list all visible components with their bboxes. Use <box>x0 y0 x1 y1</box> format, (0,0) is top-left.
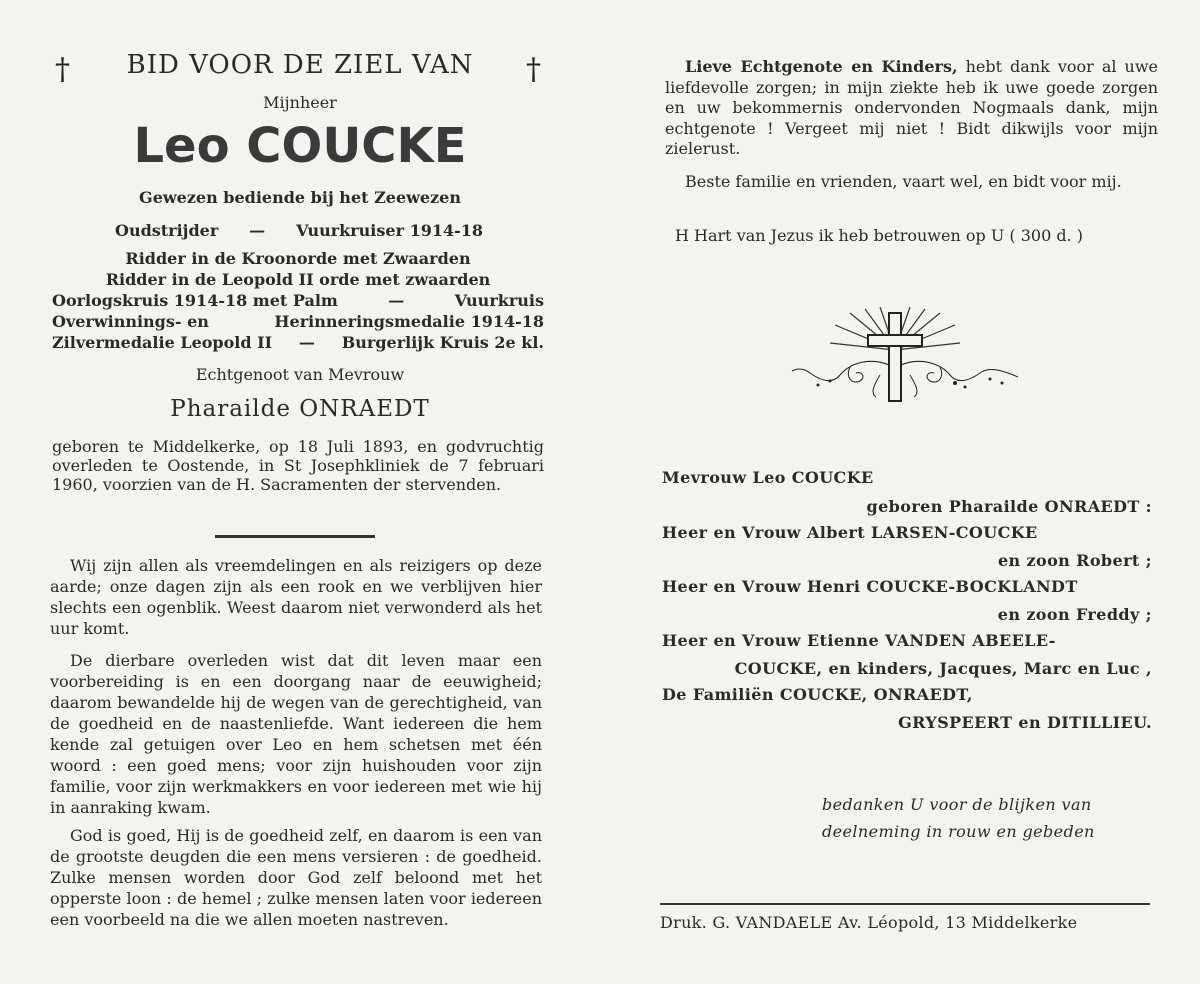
cross-with-rays-and-flourish-icon <box>790 305 1020 410</box>
honor-text: Zilvermedalie Leopold II <box>52 333 273 352</box>
family-line-9: De Familiën COUCKE, ONRAEDT, <box>662 685 973 704</box>
honor-line-5 <box>52 311 544 332</box>
spouse-name: Pharailde ONRAEDT <box>170 396 430 422</box>
farewell-text: hebt dank voor al uwe liefdevolle zorgen; in mijn ziekte heb ik uwe goede zorgen en uw bekommernis ondervonden Nogmaals dank, mijn echtgenote ! Vergeet mij niet ! Bidt dikwijls voor mijn zielerust. <box>665 57 1159 158</box>
family-line-1: Mevrouw Leo COUCKE <box>662 468 874 487</box>
header-title: BID VOOR DE ZIEL VAN <box>126 50 474 80</box>
honor-dash: — <box>298 333 315 352</box>
paragraph-2: De dierbare overleden wist dat dit leven maar een voorbereiding is en een doorgang naar de eeuwigheid; daarom bewandelde hij de wegen van de gerechtigheid, van de goedheid en de naastenliefde. Want iedereen die hem kende zal getuigen over Leo en hem schetsen met één woord : een goed mens; voor zijn huishouden voor zijn familie, voor zijn werkmakkers en voor iedereen met wie hij in aanraking kwam. <box>50 651 542 817</box>
occupation: Gewezen bediende bij het Zeewezen <box>139 188 461 207</box>
thanks-line-2: deelneming in rouw en gebeden <box>822 822 1095 841</box>
honor-dash: — <box>249 221 266 240</box>
footer-divider <box>660 903 1150 905</box>
family-line-7: Heer en Vrouw Etienne VANDEN ABEELE- <box>662 631 1056 650</box>
divider <box>215 535 375 538</box>
honor-text: Burgerlijk Kruis 2e kl. <box>341 333 544 352</box>
honor-text: Herinneringsmedalie 1914-18 <box>274 312 544 331</box>
honor-text: Vuurkruis <box>454 291 544 310</box>
family-line-8: COUCKE, en kinders, Jacques, Marc en Luc , <box>734 659 1152 678</box>
honor-text: Overwinnings- en <box>52 312 209 331</box>
honor-line-3: Ridder in de Leopold II orde met zwaarden <box>105 270 491 289</box>
honor-line-4 <box>52 290 544 311</box>
family-line-2: geboren Pharailde ONRAEDT : <box>866 497 1152 516</box>
prayer: H Hart van Jezus ik heb betrouwen op U ( 300 d. ) <box>675 226 1083 245</box>
family-line-6: en zoon Freddy ; <box>997 605 1152 624</box>
birth-death-text: geboren te Middelkerke, op 18 Juli 1893, en godvruchtig overleden te Oostende, in St Josephkliniek de 7 februari 1960, voorzien van de H. Sacramenten der stervenden. <box>52 437 544 494</box>
paragraph-3: God is goed, Hij is de goedheid zelf, en daarom is een van de grootste deugden die een mens versieren : de goedheid. Zulke mensen worden door God zelf beloond met het opperste loon : de hemel ; zulke mensen laten voor iedereen een voorbeeld na die we allen moeten nastreven. <box>50 826 542 929</box>
deceased-name: Leo COUCKE <box>133 118 467 174</box>
honor-text: Vuurkruiser 1914-18 <box>296 221 483 240</box>
family-line-5: Heer en Vrouw Henri COUCKE-BOCKLANDT <box>662 577 1078 596</box>
honor-text: Oorlogskruis 1914-18 met Palm <box>52 291 338 310</box>
thanks-line-1: bedanken U voor de blijken van <box>822 795 1092 814</box>
farewell-lead: Lieve Echtgenote en Kinders, <box>685 57 958 76</box>
spouse-label: Echtgenoot van Mevrouw <box>195 365 405 384</box>
paragraph-1: Wij zijn allen als vreemdelingen en als reizigers op deze aarde; onze dagen zijn als een rook en we verblijven hier slechts een ogenblik. Weest daarom niet verwonderd als het uur komt. <box>50 556 542 638</box>
printer-credit: Druk. G. VANDAELE Av. Léopold, 13 Middelkerke <box>660 913 1078 932</box>
honor-line-2: Ridder in de Kroonorde met Zwaarden <box>125 249 471 268</box>
honor-text: Oudstrijder <box>115 221 219 240</box>
farewell-paragraph <box>665 57 1158 160</box>
right-panel <box>600 0 1200 984</box>
family-line-10: GRYSPEERT en DITILLIEU. <box>898 713 1152 732</box>
family-farewell: Beste familie en vrienden, vaart wel, en bidt voor mij. <box>685 172 1122 191</box>
honor-dash: — <box>388 291 405 310</box>
honor-line-1 <box>115 220 483 241</box>
cross-icon-right: † <box>526 52 541 87</box>
family-line-3: Heer en Vrouw Albert LARSEN-COUCKE <box>662 523 1038 542</box>
cross-icon-left: † <box>55 52 70 87</box>
family-line-4: en zoon Robert ; <box>997 551 1152 570</box>
honor-line-6 <box>52 332 544 353</box>
salutation: Mijnheer <box>263 93 337 112</box>
